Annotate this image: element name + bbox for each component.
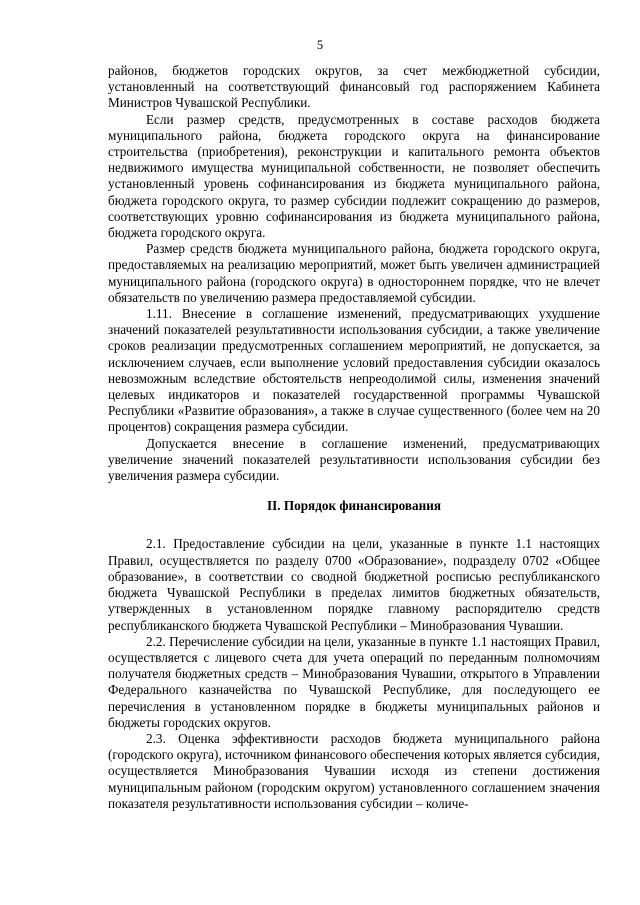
page-number: 5 bbox=[316, 38, 324, 52]
paragraph: 1.11. Внесение в соглашение изменений, предусматривающих ухудшение значений показателей результативности использования субсидии, а также увеличение сроков реализации предусмотренных соглашением мероприятий, не допускается, за исключением случаев, если выполнение условий предоставления субсидии оказалось невозможным вследствие обстоятельств непреодолимой силы, изменения значений целевых индикаторов и показателей государственной программы Чувашской Республики «Развитие образования», а также в случае существенного (более чем на 20 процентов) сокращения размера субсидии. bbox=[108, 306, 600, 435]
paragraph: 2.2. Перечисление субсидии на цели, указанные в пункте 1.1 настоящих Правил, осуществляется с лицевого счета для учета операций по переданным полномочиям получателя бюджетных средств – Минобразования Чувашии, открытого в Управлении Федерального казначейства по Чувашской Республике, для последующего ее перечисления в установленном порядке в бюджеты муниципальных районов и бюджеты городских округов. bbox=[108, 633, 600, 730]
document-body bbox=[108, 63, 600, 812]
paragraph: 2.1. Предоставление субсидии на цели, указанные в пункте 1.1 настоящих Правил, осуществляется по разделу 0700 «Образование», подразделу 0702 «Общее образование», в соответствии со сводной бюджетной росписью республиканского бюджета Чувашской Республики в пределах лимитов бюджетных обязательств, утвержденных в установленном порядке главному распорядителю средств республиканского бюджета Чувашской Республики – Минобразования Чувашии. bbox=[108, 536, 600, 633]
paragraph: Размер средств бюджета муниципального района, бюджета городского округа, предоставляемых на реализацию мероприятий, может быть увеличен администрацией муниципального района (городского округа) в одностороннем порядке, что не влечет обязательств по увеличению размера предоставляемой субсидии. bbox=[108, 241, 600, 305]
paragraph: Допускается внесение в соглашение изменений, предусматривающих увеличение значений показателей результативности использования субсидии без увеличения размера субсидии. bbox=[108, 435, 600, 484]
paragraph-intro-continuation: районов, бюджетов городских округов, за счет межбюджетной субсидии, установленный на соответствующий финансовый год распоряжением Кабинета Министров Чувашской Республики. bbox=[108, 63, 600, 111]
section-heading: II. Порядок финансирования bbox=[267, 498, 441, 514]
paragraph: Если размер средств, предусмотренных в составе расходов бюджета муниципального района, бюджета городского округа на финансирование строительства (приобретения), реконструкции и капитального ремонта объектов недвижимого имущества муниципальной собственности, не позволяет обеспечить установленный уровень софинансирования из бюджета муниципального района, бюджета городского округа, то размер субсидии подлежит сокращению до размеров, соответствующих уровню софинансирования из бюджета муниципального района, бюджета городского округа. bbox=[108, 111, 600, 241]
paragraph: 2.3. Оценка эффективности расходов бюджета муниципального района (городского округа), источником финансового обеспечения которых является субсидия, осуществляется Минобразования Чувашии исходя из степени достижения муниципальным районом (городским округом) установленного соглашением значения показателя результативности использования субсидии – количе- bbox=[108, 730, 600, 811]
